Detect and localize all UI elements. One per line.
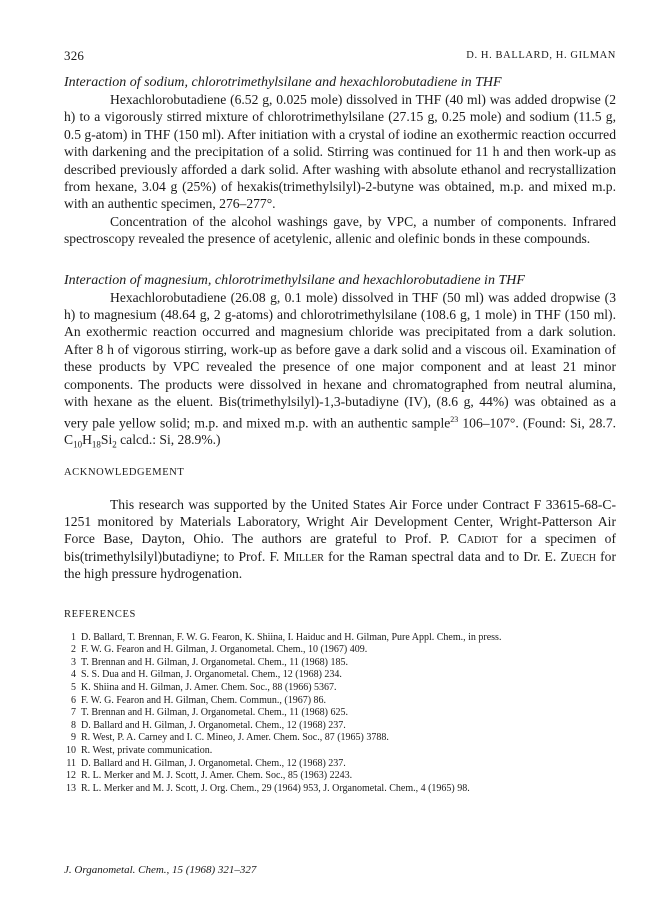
reference-item (64, 695, 616, 708)
ack-name-miller: Miller (283, 548, 324, 564)
reference-text: S. S. Dua and H. Gilman, J. Organometal. Chem., 12 (1968) 234. (81, 669, 342, 681)
reference-text: D. Ballard and H. Gilman, J. Organometal. Chem., 12 (1968) 237. (81, 719, 346, 731)
reference-superscript: 23 (450, 414, 459, 424)
reference-number: 4 (71, 669, 76, 681)
magnesium-text-end: calcd.: Si, 28.9%.) (116, 432, 221, 448)
running-authors: D. H. BALLARD, H. GILMAN (466, 50, 616, 61)
formula-h-label: H (82, 432, 92, 448)
journal-footer: J. Organometal. Chem., 15 (1968) 321–327 (64, 864, 257, 876)
ack-name-cadiot: Cadiot (457, 531, 498, 547)
reference-number: 9 (71, 732, 76, 744)
magnesium-text-start: Hexachlorobutadiene (26.08 g, 0.1 mole) dissolved in THF (50 ml) was added dropwise (3 h) to magnesium (48.64 g, 2 g-atoms) and chlorotrimethylsilane (108.6 g, 1 mole) in THF (150 ml). An exothermic reaction occurred and magnesium chloride was precipitated from a dark solution. After 8 h of vigorous stirring, work-up as before gave a dark solid and a viscous oil. Examination of these products by VPC revealed the presence of one major component and at least 21 minor components. The products were dissolved in hexane and chromatographed from neutral alumina, with hexane as the eluent. Bis(trimethylsilyl)-1,3-butadiyne (IV), (8.6 g, 44%) was obtained as a very pale yellow solid; m.p. and mixed m.p. with an authentic sample (64, 289, 616, 431)
reference-item (64, 644, 616, 657)
reference-text: R. L. Merker and M. J. Scott, J. Amer. Chem. Soc., 85 (1963) 2243. (81, 770, 353, 782)
reference-item (64, 732, 616, 745)
sodium-analysis-paragraph: Concentration of the alcohol washings gave, by VPC, a number of components. Infrared spectroscopy revealed the presence of acetylenic, allenic and olefinic bonds in these compounds. (64, 213, 616, 247)
ack-text-start: This research was supported by the United States Air Force under Contract F 33615-68-C-1251 monitored by Materials Laboratory, Wright Air Development Center, Wright-Patterson Air Force Base, Dayton, Ohio. The authors are grateful to Prof. P. (64, 496, 616, 547)
paper-page (64, 48, 616, 795)
ack-text-mid1: for a specimen of bis(trimethylsilyl)butadiyne; to Prof. F. (64, 531, 617, 564)
reference-number: 3 (71, 656, 76, 668)
reference-text: F. W. G. Fearon and H. Gilman, Chem. Commun., (1967) 86. (81, 694, 327, 706)
reference-number: 7 (71, 707, 76, 719)
page-number: 326 (64, 48, 85, 63)
magnesium-text-mid: 106–107°. (Found: Si, 28.7. C (64, 415, 617, 448)
reference-item (64, 632, 616, 645)
ack-text-mid2: for the Raman spectral data and to Dr. E. (323, 548, 561, 564)
acknowledgement-heading: ACKNOWLEDGEMENT (64, 466, 185, 478)
reference-text: D. Ballard and H. Gilman, J. Organometal. Chem., 12 (1968) 237. (81, 757, 346, 769)
magnesium-procedure-paragraph (64, 289, 616, 455)
reference-item (64, 745, 616, 758)
reference-text: R. L. Merker and M. J. Scott, J. Org. Chem., 29 (1964) 953, J. Organometal. Chem., 4 (1965) 98. (81, 782, 470, 794)
reference-number: 2 (71, 644, 76, 656)
sodium-procedure-paragraph: Hexachlorobutadiene (6.52 g, 0.025 mole) dissolved in THF (40 ml) was added dropwise (2 h) to a vigorously stirred mixture of chlorotrimethylsilane (27.15 g, 0.25 mole) and sodium (11.5 g, 0.5 g-atom) in THF (150 ml). After initiation with a crystal of iodine an exothermic reaction occurred with darkening and the precipitation of a solid. Stirring was continued for 11 h and then work-up as described previously afforded a dark solid. After washing with absolute ethanol and recrystallization from hexane, 3.04 g (25%) of hexakis(trimethylsilyl)-2-butyne was obtained, m.p. and mixed m.p. with an authentic specimen, 276–277°. (64, 92, 616, 212)
reference-item (64, 657, 616, 670)
reference-text: F. W. G. Fearon and H. Gilman, J. Organometal. Chem., 10 (1967) 409. (81, 644, 368, 656)
references-list (64, 632, 616, 796)
reference-text: T. Brennan and H. Gilman, J. Organometal. Chem., 11 (1968) 625. (81, 707, 348, 719)
reference-text: D. Ballard, T. Brennan, F. W. G. Fearon, K. Shiina, I. Haiduc and H. Gilman, Pure Appl. Chem., in press. (81, 631, 502, 643)
ack-text-end: for the high pressure hydrogenation. (64, 548, 616, 582)
running-header (64, 48, 616, 64)
reference-number: 12 (66, 770, 76, 782)
section-title-magnesium: Interaction of magnesium, chlorotrimethylsilane and hexachlorobutadiene in THF (64, 272, 525, 288)
reference-item (64, 783, 616, 796)
reference-number: 10 (66, 744, 76, 756)
formula-si-label: Si (100, 432, 113, 448)
reference-number: 11 (66, 757, 76, 769)
reference-number: 8 (71, 719, 76, 731)
reference-number: 5 (71, 681, 76, 693)
reference-text: R. West, private communication. (81, 744, 213, 756)
reference-item (64, 770, 616, 783)
reference-number: 13 (66, 782, 76, 794)
section-title-sodium: Interaction of sodium, chlorotrimethylsilane and hexachlorobutadiene in THF (64, 75, 502, 90)
reference-text: T. Brennan and H. Gilman, J. Organometal. Chem., 11 (1968) 185. (81, 656, 348, 668)
formula-si-subscript: 2 (112, 440, 117, 451)
reference-number: 1 (71, 631, 76, 643)
reference-number: 6 (71, 694, 76, 706)
reference-text: R. West, P. A. Carney and I. C. Mineo, J. Amer. Chem. Soc., 87 (1965) 3788. (81, 732, 389, 744)
references-heading: REFERENCES (64, 608, 136, 620)
reference-item (64, 682, 616, 695)
reference-item (64, 758, 616, 771)
formula-c-subscript: 10 (73, 440, 83, 451)
reference-item (64, 669, 616, 682)
acknowledgement-paragraph (64, 496, 616, 583)
reference-item (64, 707, 616, 720)
reference-item (64, 720, 616, 733)
reference-text: K. Shiina and H. Gilman, J. Amer. Chem. Soc., 88 (1966) 5367. (81, 681, 337, 693)
ack-name-zuech: Zuech (560, 548, 596, 564)
formula-h-subscript: 18 (91, 440, 101, 451)
